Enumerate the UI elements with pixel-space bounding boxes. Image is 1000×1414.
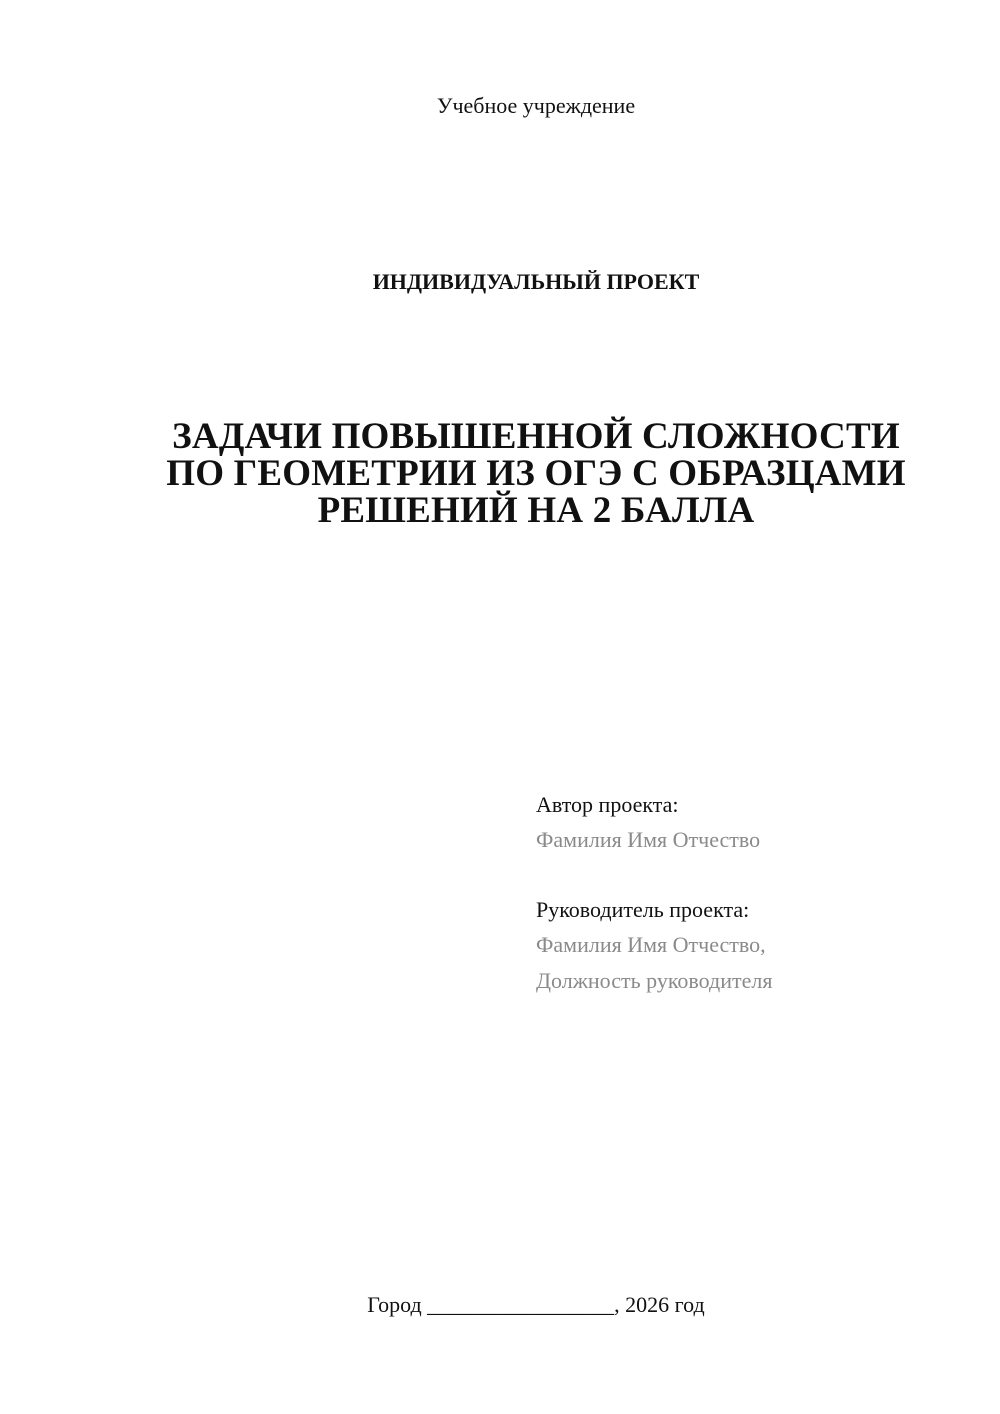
city-year-footer: Город _________________, 2026 год: [367, 1292, 705, 1317]
institution-name: Учебное учреждение: [436, 93, 636, 118]
project-title-line-3: РЕШЕНИЙ НА 2 БАЛЛА: [317, 490, 755, 531]
author-label: Автор проекта:: [536, 792, 679, 817]
supervisor-block: [536, 893, 976, 999]
supervisor-label: Руководитель проекта:: [536, 897, 750, 922]
project-title: [120, 418, 952, 529]
project-title-line-1: ЗАДАЧИ ПОВЫШЕННОЙ СЛОЖНОСТИ: [172, 416, 900, 457]
author-name-placeholder: Фамилия Имя Отчество: [536, 827, 761, 852]
supervisor-position-placeholder: Должность руководителя: [536, 968, 773, 993]
project-type-heading: ИНДИВИДУАЛЬНЫЙ ПРОЕКТ: [372, 269, 700, 294]
author-block: [536, 788, 976, 858]
project-title-line-2: ПО ГЕОМЕТРИИ ИЗ ОГЭ С ОБРАЗЦАМИ: [166, 453, 906, 494]
supervisor-name-placeholder: Фамилия Имя Отчество,: [536, 932, 766, 957]
